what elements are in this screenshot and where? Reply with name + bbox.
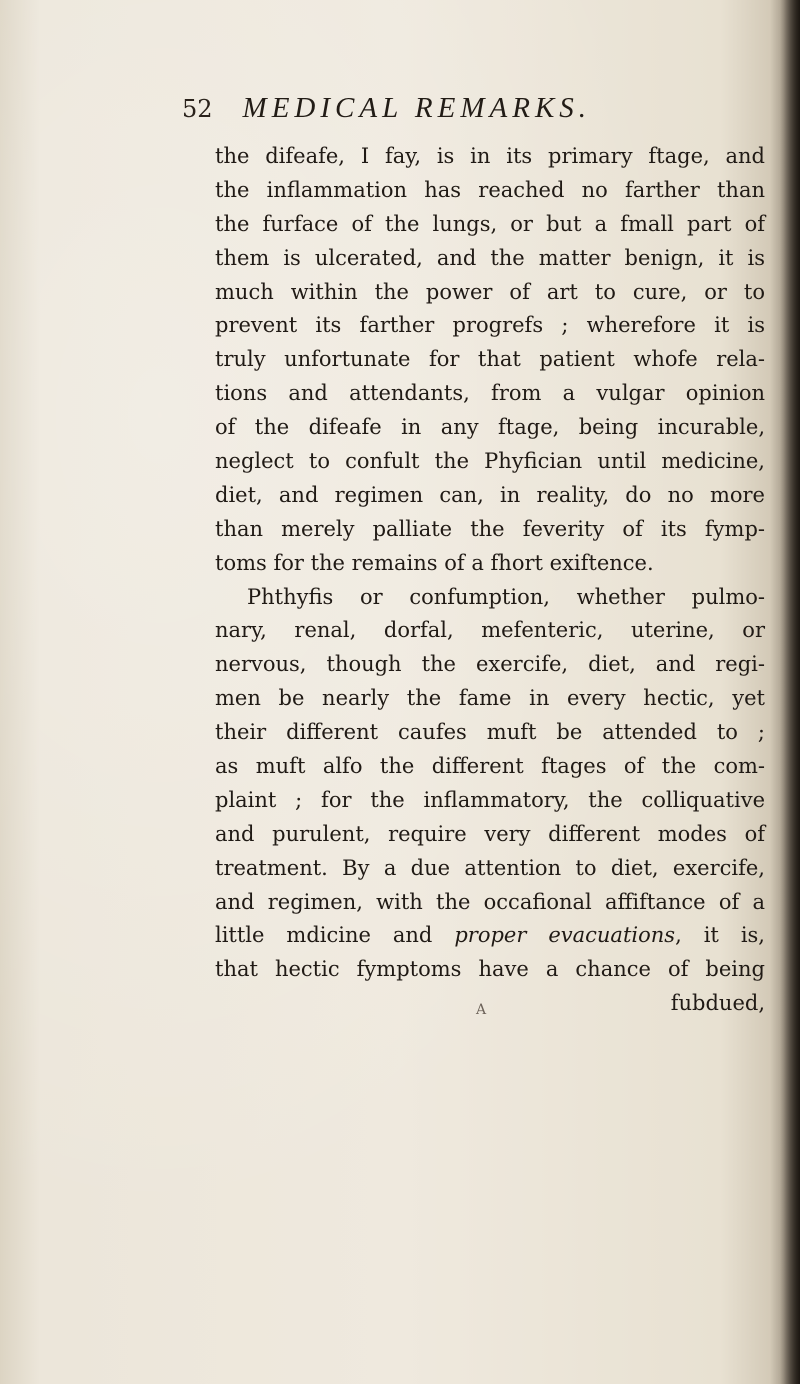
text-line: than merely palliate the feverity of its fymp-	[215, 516, 765, 541]
body-text	[215, 140, 765, 1021]
text-line: plaint ; for the inflammatory, the colliquative	[215, 787, 765, 812]
signature-mark: A	[476, 1002, 487, 1018]
text-line: their different caufes muft be attended to ;	[215, 720, 765, 745]
text-line: the inflammation has reached no farther than	[215, 177, 765, 202]
text-line: nervous, though the exercife, diet, and regi-	[215, 652, 765, 677]
text-line: fubdued,	[670, 991, 765, 1016]
text-line: of the difeafe in any ftage, being incurable,	[215, 415, 765, 440]
italic-phrase: proper evacuations	[454, 923, 676, 948]
text-line: much within the power of art to cure, or to	[215, 279, 765, 304]
page-binding-shadow	[770, 0, 800, 1384]
text-line	[215, 919, 765, 953]
text-line: and purulent, require very different modes of	[215, 821, 765, 846]
text-line: prevent its farther progrefs ; wherefore it is	[215, 313, 765, 338]
text-line: tions and attendants, from a vulgar opinion	[215, 381, 765, 406]
text-line: the furface of the lungs, or but a fmall part of	[215, 211, 765, 236]
text-line: as muft alfo the different ftages of the com-	[215, 754, 765, 779]
text-line: the difeafe, I fay, is in its primary ftage, and	[215, 144, 765, 168]
text-line: men be nearly the fame in every hectic, yet	[215, 686, 765, 711]
text-line: neglect to confult the Phyfician until medicine,	[215, 449, 765, 474]
text-line: toms for the remains of a fhort exiftence.	[215, 550, 654, 575]
text-line: nary, renal, dorfal, mefenteric, uterine, or	[215, 618, 765, 643]
text-line: that hectic fymptoms have a chance of being	[215, 957, 765, 982]
text-fragment: little mdicine and	[215, 923, 455, 948]
page-number: 52	[182, 95, 213, 123]
text-line: them is ulcerated, and the matter benign, it is	[215, 245, 765, 270]
page-header	[182, 92, 742, 132]
text-line: treatment. By a due attention to diet, exercife,	[215, 855, 765, 880]
running-head: MEDICAL REMARKS.	[242, 92, 592, 124]
text-line: Phthyfis or confumption, whether pulmo-	[247, 584, 765, 609]
text-line: and regimen, with the occafional affiftance of a	[215, 889, 765, 914]
text-fragment: , it is,	[675, 923, 765, 948]
text-line: truly unfortunate for that patient whofe rela-	[215, 347, 765, 372]
text-line: diet, and regimen can, in reality, do no more	[215, 482, 765, 507]
